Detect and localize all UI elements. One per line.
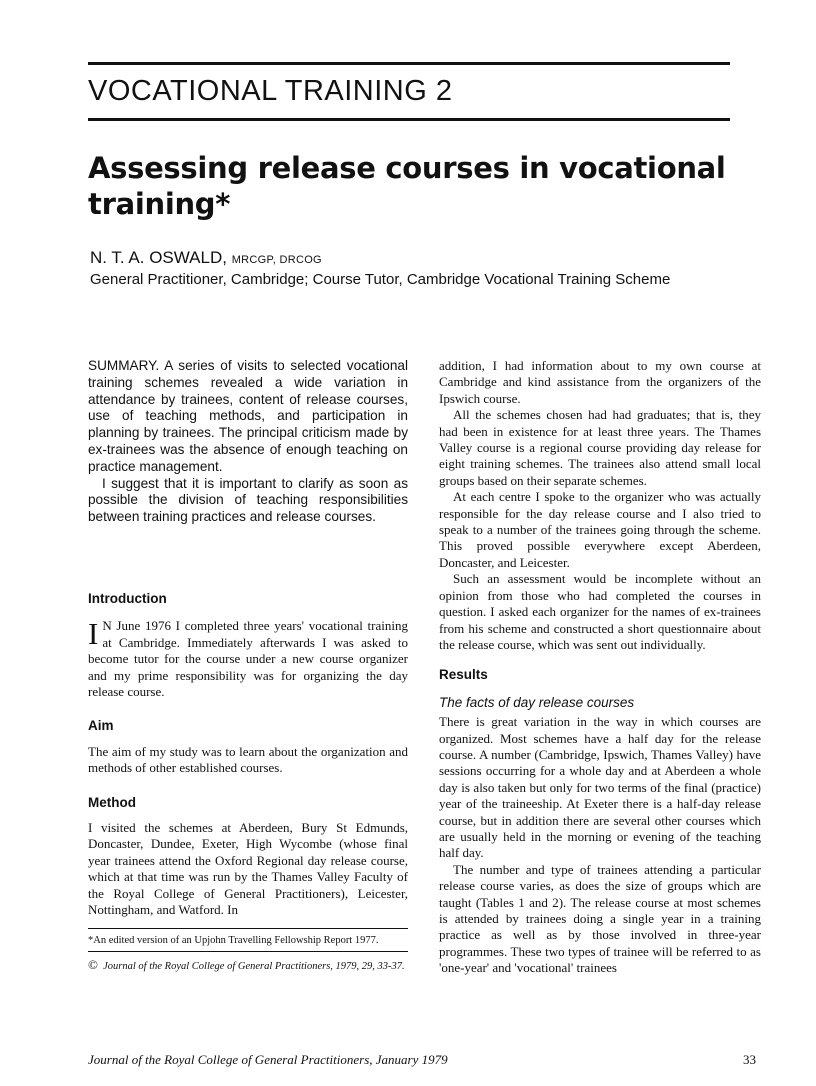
author-affiliation: General Practitioner, Cambridge; Course Tutor, Cambridge Vocational Training Scheme: [90, 271, 671, 288]
results-paragraph: There is great variation in the way in which courses are organized. Most schemes have a half day for the release course. A number (Cambridge, Ipswich, Thames Valley) have sessions occurring for a whole day and at Aberdeen a whole day is also taken but only for two terms of the final (practice) year of the traineeship. At Exeter there is a half-day release course, but in addition there are several other courses which are usually held in the morning or evening of the teaching half day.: [439, 714, 761, 861]
right-column: [439, 358, 761, 977]
aim-heading: Aim: [88, 718, 114, 734]
introduction-text: N June 1976 I completed three years' vocational training at Cambridge. Immediately afterwards I was asked to become tutor for the course under a new course organizer and my prime responsibility was for organizing the day release course.: [88, 618, 408, 699]
results-heading: Results: [439, 667, 488, 683]
article-title: Assessing release courses in vocational training*: [88, 151, 726, 221]
method-paragraph: addition, I had information about to my own course at Cambridge and kind assistance from the organizers of the Ipswich course.: [439, 358, 761, 406]
citation-text: Journal of the Royal College of General Practitioners, 1979, 29, 33-37.: [103, 961, 405, 973]
method-paragraph: At each centre I spoke to the organizer who was actually responsible for the day release course and I also tried to speak to a number of the trainees going through the scheme. This proved possible everywhere except Aberdeen, Doncaster, and Leicester.: [439, 489, 761, 570]
summary: [88, 358, 408, 526]
method-paragraph: Such an assessment would be incomplete without an opinion from those who had completed the courses in question. I asked each organizer for the names of ex-trainees from his scheme and constructed a short questionnaire about the release course, which was sent out individually.: [439, 571, 761, 652]
copyright-symbol: ©: [88, 957, 98, 973]
method-paragraph: I visited the schemes at Aberdeen, Bury St Edmunds, Doncaster, Dundee, Exeter, High Wycombe (whose final year trainees attend the Oxford Regional day release course, which at that time was run by the Thames Valley Faculty of the Royal College of General Practitioners), Leicester, Nottingham, and Watford. In: [88, 820, 408, 918]
header-top-rule: [88, 62, 730, 65]
section-label: VOCATIONAL TRAINING 2: [88, 75, 453, 107]
method-paragraph: All the schemes chosen had had graduates; that is, they had been in existence for at least three years. The Thames Valley course is a regional course providing day release for eight training schemes. The trainees also attend small local groups based on their separate schemes.: [439, 407, 761, 488]
introduction-paragraph: [88, 618, 408, 700]
footnote: *An edited version of an Upjohn Travelling Fellowship Report 1977.: [88, 935, 379, 947]
drop-cap: I: [88, 616, 99, 652]
summary-paragraph: SUMMARY. A series of visits to selected vocational training schemes revealed a wide variation in attendance by trainees, content of release courses, use of teaching methods, and participation in planning by trainees. The principal criticism made by ex-trainees was the absence of enough teaching on practice management.: [88, 358, 408, 474]
summary-paragraph: I suggest that it is important to clarify as soon as possible the division of teaching responsibilities between training practices and release courses.: [88, 475, 408, 525]
author-qualifications: MRCGP, DRCOG: [231, 254, 322, 266]
footnote-rule: [88, 928, 408, 929]
citation: [88, 958, 408, 973]
page-number: 33: [743, 1052, 756, 1067]
left-column: [88, 358, 408, 973]
author-line: [90, 248, 322, 268]
results-paragraph: The number and type of trainees attending a particular release course varies, as does the size of groups which are taught (Tables 1 and 2). The release course at most schemes is attended by trainees doing a single year in a training practice as well as by those involved in three-year programmes. These two types of trainee will be referred to as 'one-year' and 'vocational' trainees: [439, 861, 761, 976]
footnote-rule: [88, 951, 408, 952]
introduction-heading: Introduction: [88, 590, 167, 606]
aim-paragraph: The aim of my study was to learn about the organization and methods of other established courses.: [88, 743, 408, 776]
results-subheading: The facts of day release courses: [439, 694, 635, 710]
method-heading: Method: [88, 794, 136, 810]
header-bottom-rule: [88, 118, 730, 121]
author-name: N. T. A. OSWALD,: [90, 248, 227, 267]
running-footer: Journal of the Royal College of General Practitioners, January 1979: [88, 1052, 448, 1067]
